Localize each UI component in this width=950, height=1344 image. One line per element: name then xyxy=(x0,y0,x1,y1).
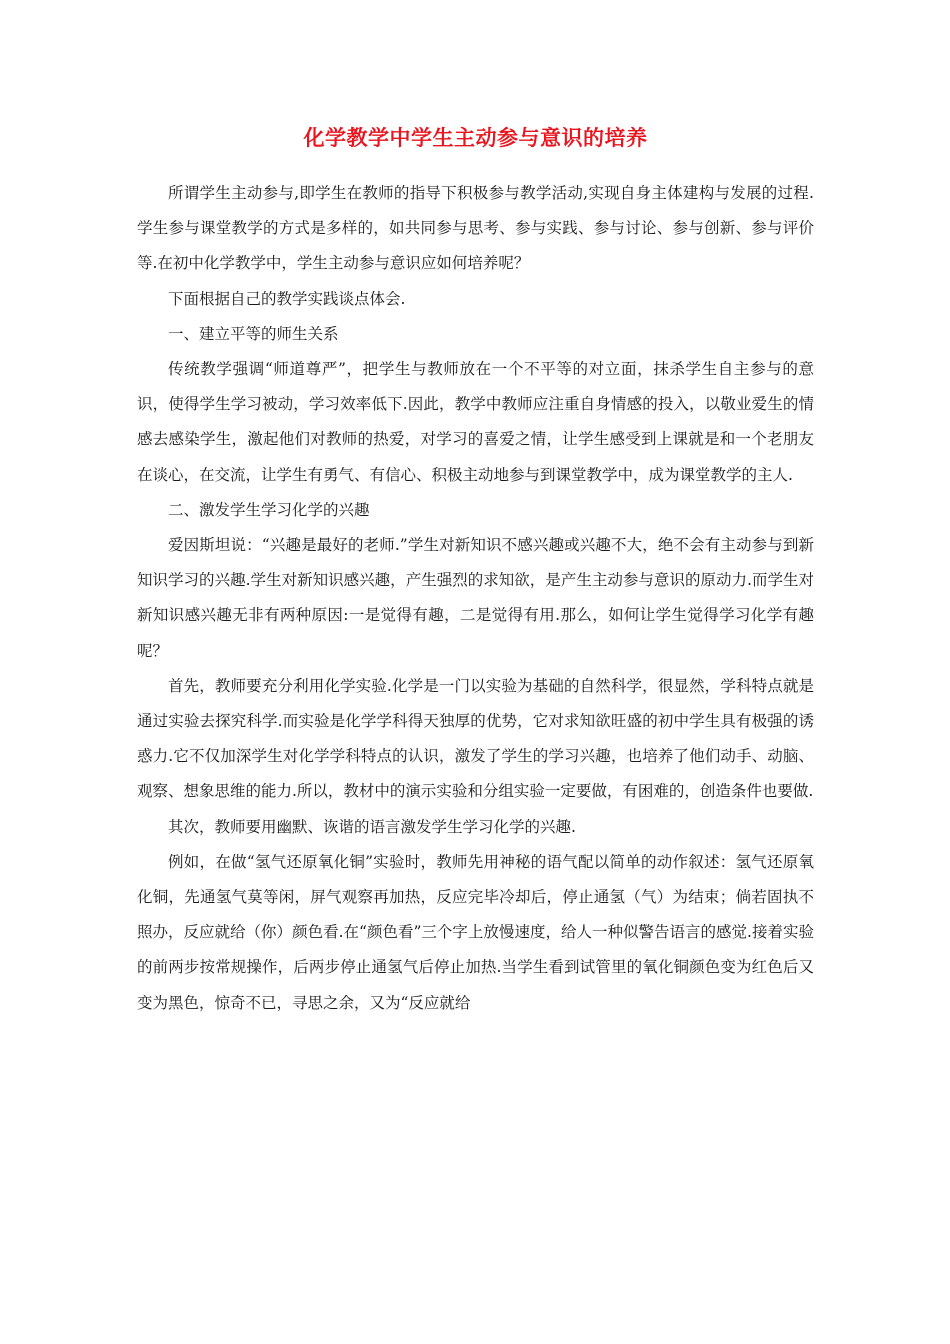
document-title: 化学教学中学生主动参与意识的培养 xyxy=(303,125,648,150)
paragraph-section-1: 传统教学强调“师道尊严”，把学生与教师放在一个不平等的对立面，抹杀学生自主参与的意识，使得学生学习被动，学习效率低下.因此，教学中教师应注重自身情感的投入，以敬业爱生的情感去感染学生，激起他们对教师的热爱，对学习的喜爱之情，让学生感受到上课就是和一个老朋友在谈心，在交流，让学生有勇气、有信心、积极主动地参与到课堂教学中，成为课堂教学的主人. xyxy=(137,360,814,484)
paragraph-intro-2: 下面根据自己的教学实践谈点体会. xyxy=(168,289,406,308)
section-heading-2: 二、激发学生学习化学的兴趣 xyxy=(168,500,370,519)
paragraph-section-2c: 其次，教师要用幽默、诙谐的语言激发学生学习化学的兴趣. xyxy=(168,817,576,836)
paragraph-intro-1: 所谓学生主动参与,即学生在教师的指导下积极参与教学活动,实现自身主体建构与发展的过程.学生参与课堂教学的方式是多样的，如共同参与思考、参与实践、参与讨论、参与创新、参与评价等.在初中化学教学中，学生主动参与意识应如何培养呢？ xyxy=(137,184,814,273)
paragraph-section-2b: 首先，教师要充分利用化学实验.化学是一门以实验为基础的自然科学，很显然，学科特点就是通过实验去探究科学.而实验是化学学科得天独厚的优势，它对求知欲旺盛的初中学生具有极强的诱惑力.它不仅加深学生对化学学科特点的认识，激发了学生的学习兴趣，也培养了他们动手、动脑、观察、想象思维的能力.所以，教材中的演示实验和分组实验一定要做，有困难的，创造条件也要做. xyxy=(137,676,814,801)
paragraph-section-2a: 爱因斯坦说：“兴趣是最好的老师.”学生对新知识不感兴趣或兴趣不大，绝不会有主动参与到新知识学习的兴趣.学生对新知识感兴趣，产生强烈的求知欲，是产生主动参与意识的原动力.而学生对新知识感兴趣无非有两种原因:一是觉得有趣，二是觉得有用.那么，如何让学生觉得学习化学有趣呢？ xyxy=(137,536,814,660)
section-heading-1: 一、建立平等的师生关系 xyxy=(168,324,339,343)
paragraph-section-2d: 例如，在做“氢气还原氧化铜”实验时，教师先用神秘的语气配以简单的动作叙述：氢气还原氧化铜，先通氢气莫等闲，屏气观察再加热，反应完毕冷却后，停止通氢（气）为结束；倘若固执不照办，反应就给（你）颜色看.在“颜色看”三个字上放慢速度，给人一种似警告语言的感觉.接着实验的前两步按常规操作，后两步停止通氢气后停止加热.当学生看到试管里的氧化铜颜色变为红色后又变为黑色，惊奇不已，寻思之余，又为“反应就给 xyxy=(137,852,814,1012)
document-body xyxy=(137,176,814,1021)
